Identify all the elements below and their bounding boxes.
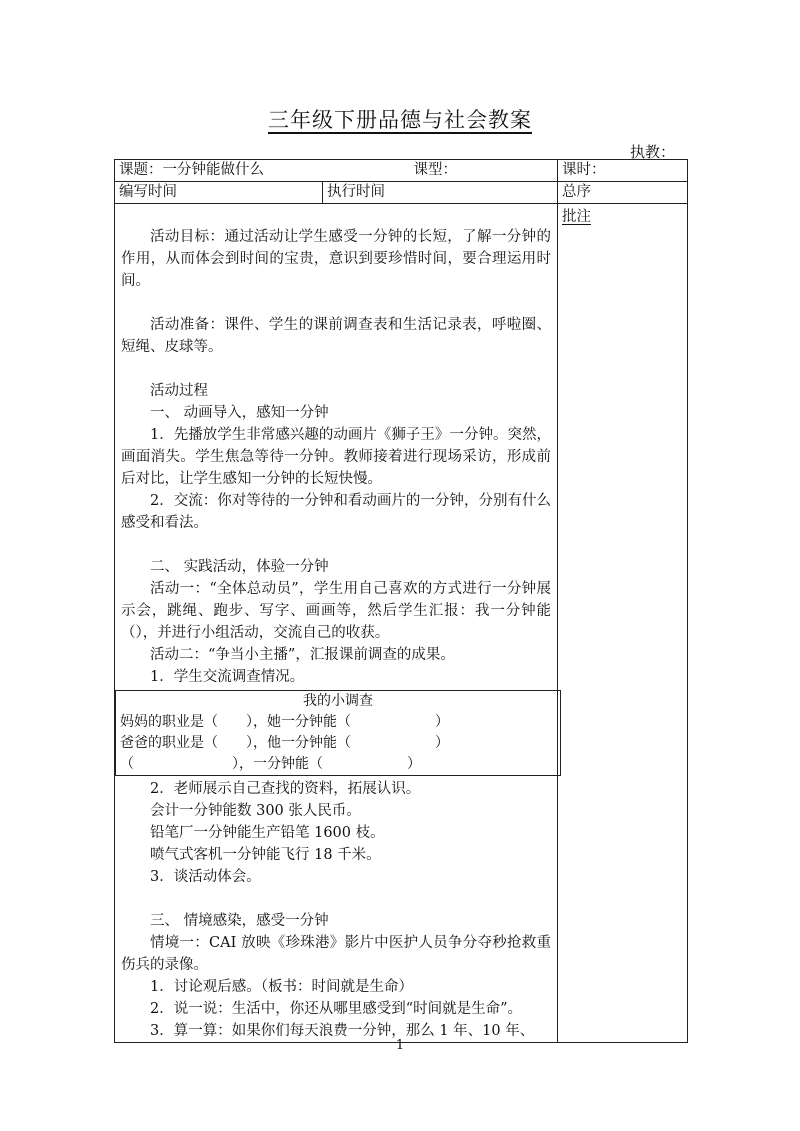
section-3-title: 三、 情境感染，感受一分钟 [150,913,329,929]
goal-paragraph: 活动目标：通过活动让学生感受一分钟的长短，了解一分钟的作用，从而体会到时间的宝贵，意识到要珍惜时间，要合理运用时间。 [121,229,551,289]
lesson-content-cell [115,204,558,1043]
section-2-p3: 1．学生交流调查情况。 [150,669,305,685]
section-1-p1: 1．先播放学生非常感兴趣的动画片《狮子王》一分钟。突然，画面消失。学生焦急等待一分钟。教师接着进行现场采访，形成前后对比，让学生感知一分钟的长短快慢。 [121,427,551,487]
section-2-title: 二、 实践活动，体验一分钟 [150,559,329,575]
process-heading: 活动过程 [150,383,208,399]
lesson-content [121,204,551,1042]
section-3-p4: 3．算一算：如果你们每天浪费一分钟，那么 1 年、10 年、 [150,1023,535,1039]
topic-cell: 课题：一分钟能做什么 [115,160,414,182]
section-3-p1: 情境一：CAI 放映《珍珠港》影片中医护人员争分夺秒抢救重伤兵的录像。 [121,935,551,973]
survey-box [115,690,561,776]
survey-title: 我的小调查 [303,693,373,709]
section-3-p3: 2．说一说：生活中，你还从哪里感受到“时间就是生命”。 [150,1001,523,1017]
total-seq-label: 总序 [558,182,688,204]
type-cell: 课型： [414,160,558,182]
section-2-p1: 活动一：“全体总动员”，学生用自己喜欢的方式进行一分钟展示会，跳绳、跑步、写字、画画等，然后学生汇报：我一分钟能（），并进行小组活动，交流自己的收获。 [121,581,551,641]
lesson-plan-table [114,159,688,1043]
section-1-title: 一、 动画导入，感知一分钟 [150,405,329,421]
page-number: 1 [395,1038,405,1053]
notes-column [558,204,688,1043]
survey-line-other: （ ），一分钟能（ ） [120,756,421,772]
exec-time-label: 执行时间 [323,182,558,204]
executor-label: 执教： [630,143,676,161]
section-2-p2: 活动二：“争当小主播”，汇报课前调查的成果。 [150,647,455,663]
survey-line-mother: 妈妈的职业是（ ），她一分钟能（ ） [120,714,449,730]
section-1-p2: 2．交流：你对等待的一分钟和看动画片的一分钟，分别有什么感受和看法。 [121,493,551,531]
survey-line-father: 爸爸的职业是（ ），他一分钟能（ ） [120,735,449,751]
write-time-label: 编写时间 [115,182,323,204]
prep-paragraph: 活动准备：课件、学生的课前调查表和生活记录表，呼啦圈、短绳、皮球等。 [121,317,551,355]
section-2-p4: 2．老师展示自己查找的资料，拓展认识。 [150,781,421,797]
section-2-p6: 铅笔厂一分钟能生产铅笔 1600 枝。 [150,825,385,841]
section-2-p8: 3．谈活动体会。 [150,869,261,885]
section-3-p2: 1．讨论观后感。（板书：时间就是生命） [150,979,413,995]
section-2-p7: 喷气式客机一分钟能飞行 18 千米。 [150,847,381,863]
section-2-p5: 会计一分钟能数 300 张人民币。 [150,803,361,819]
document-title: 三年级下册品德与社会教案 [268,108,532,132]
hours-cell: 课时： [558,160,688,182]
notes-label: 批注 [562,209,591,225]
